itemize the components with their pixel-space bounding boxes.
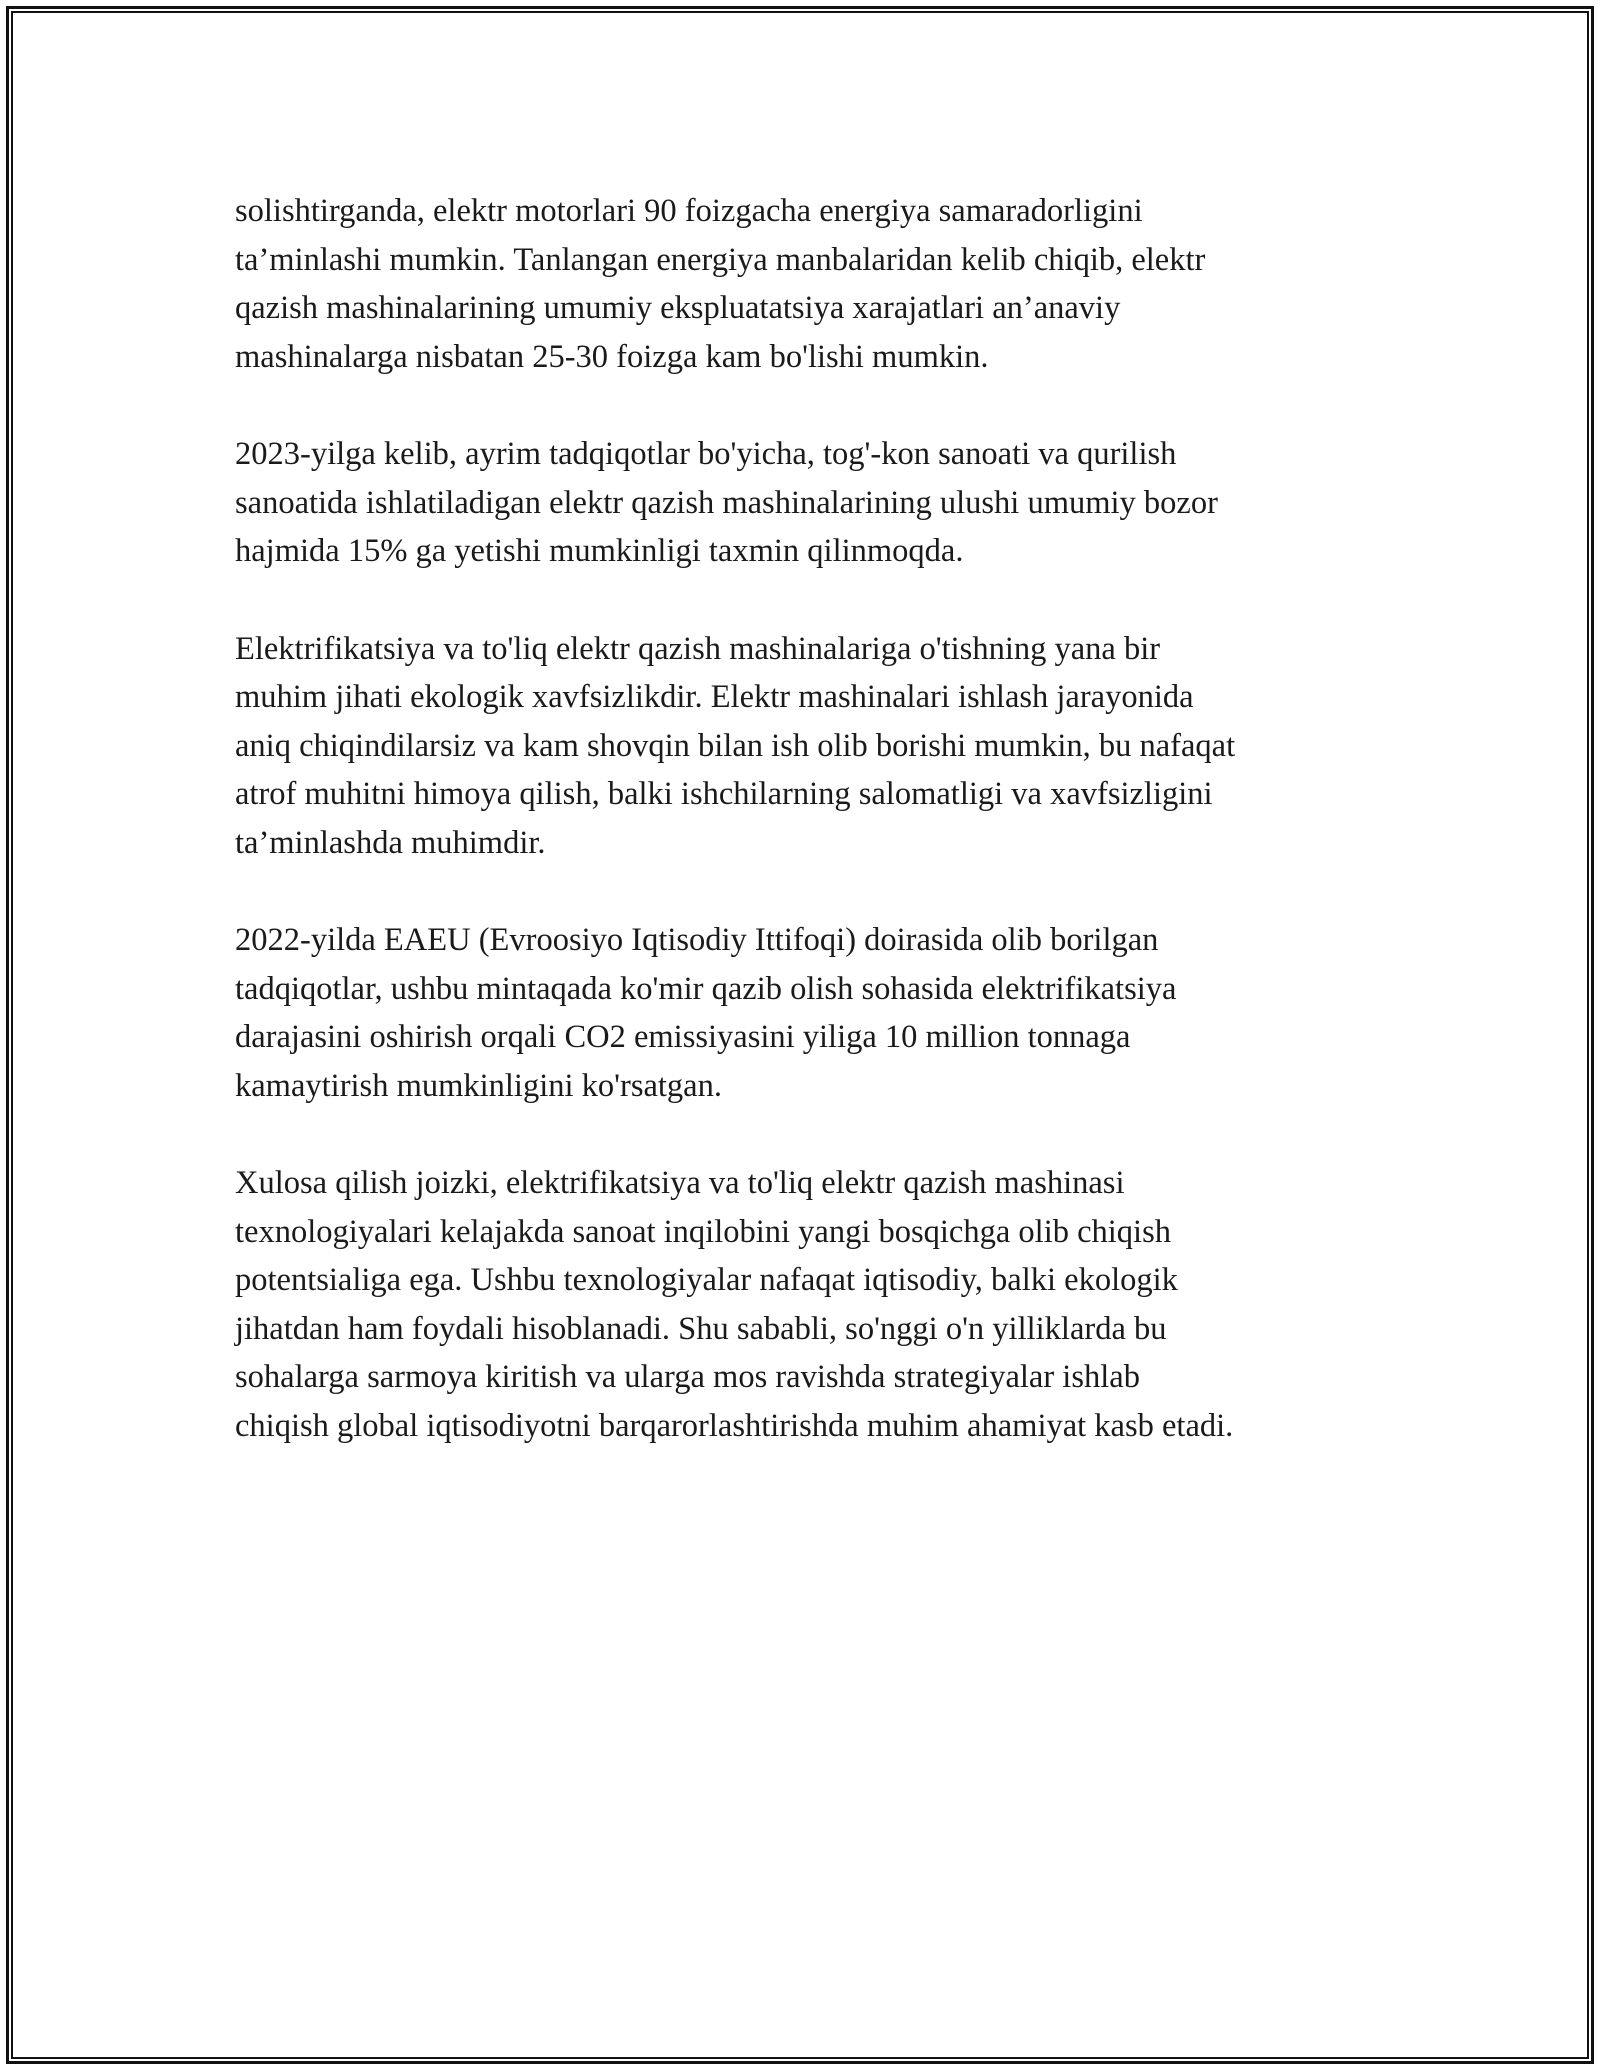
paragraph-conclusion: Xulosa qilish joizki, elektrifikatsiya va to'liq elektr qazish mashinasi texnologiyalari kelajakda sanoat inqilobini yangi bosqichga olib chiqish potentsialiga ega. Ushbu texnologiyalar nafaqat iqtisodiy, balki ekologik jihatdan ham foydali hisoblanadi. Shu sababli, so'nggi o'n yilliklarda bu sohalarga sarmoya kiritish va ularga mos ravishda strategiyalar ishlab chiqish global iqtisodiyotni barqarorlashtirishda muhim ahamiyat kasb etadi. <box>235 1165 1234 1444</box>
paragraph-market-share: 2023-yilga kelib, ayrim tadqiqotlar bo'yicha, tog'-kon sanoati va qurilish sanoatida ishlatiladigan elektr qazish mashinalarining ulushi umumiy bozor hajmida 15% ga yetishi mumkinligi taxmin qilinmoqda. <box>235 436 1218 569</box>
paragraph-ecological-safety: Elektrifikatsiya va to'liq elektr qazish mashinalariga o'tishning yana bir muhim jihati ekologik xavfsizlikdir. Elektr mashinalari ishlash jarayonida aniq chiqindilarsiz va kam shovqin bilan ish olib borishi mumkin, bu nafaqat atrof muhitni himoya qilish, balki ishchilarning salomatligi va xavfsizligini ta’minlashda muhimdir. <box>235 630 1236 861</box>
document-body <box>235 187 1385 1499</box>
paragraph-energy-efficiency: solishtirganda, elektr motorlari 90 foizgacha energiya samaradorligini ta’minlashi mumkin. Tanlangan energiya manbalaridan kelib chiqib, elektr qazish mashinalarining umumiy ekspluatatsiya xarajatlari an’anaviy mashinalarga nisbatan 25-30 foizga kam bo'lishi mumkin. <box>235 193 1206 375</box>
paragraph-eaeu-research: 2022-yilda EAEU (Evroosiyo Iqtisodiy Ittifoqi) doirasida olib borilgan tadqiqotlar, ushbu mintaqada ko'mir qazib olish sohasida elektrifikatsiya darajasini oshirish orqali CO2 emissiyasini yiliga 10 million tonnaga kamaytirish mumkinligini ko'rsatgan. <box>235 922 1177 1104</box>
